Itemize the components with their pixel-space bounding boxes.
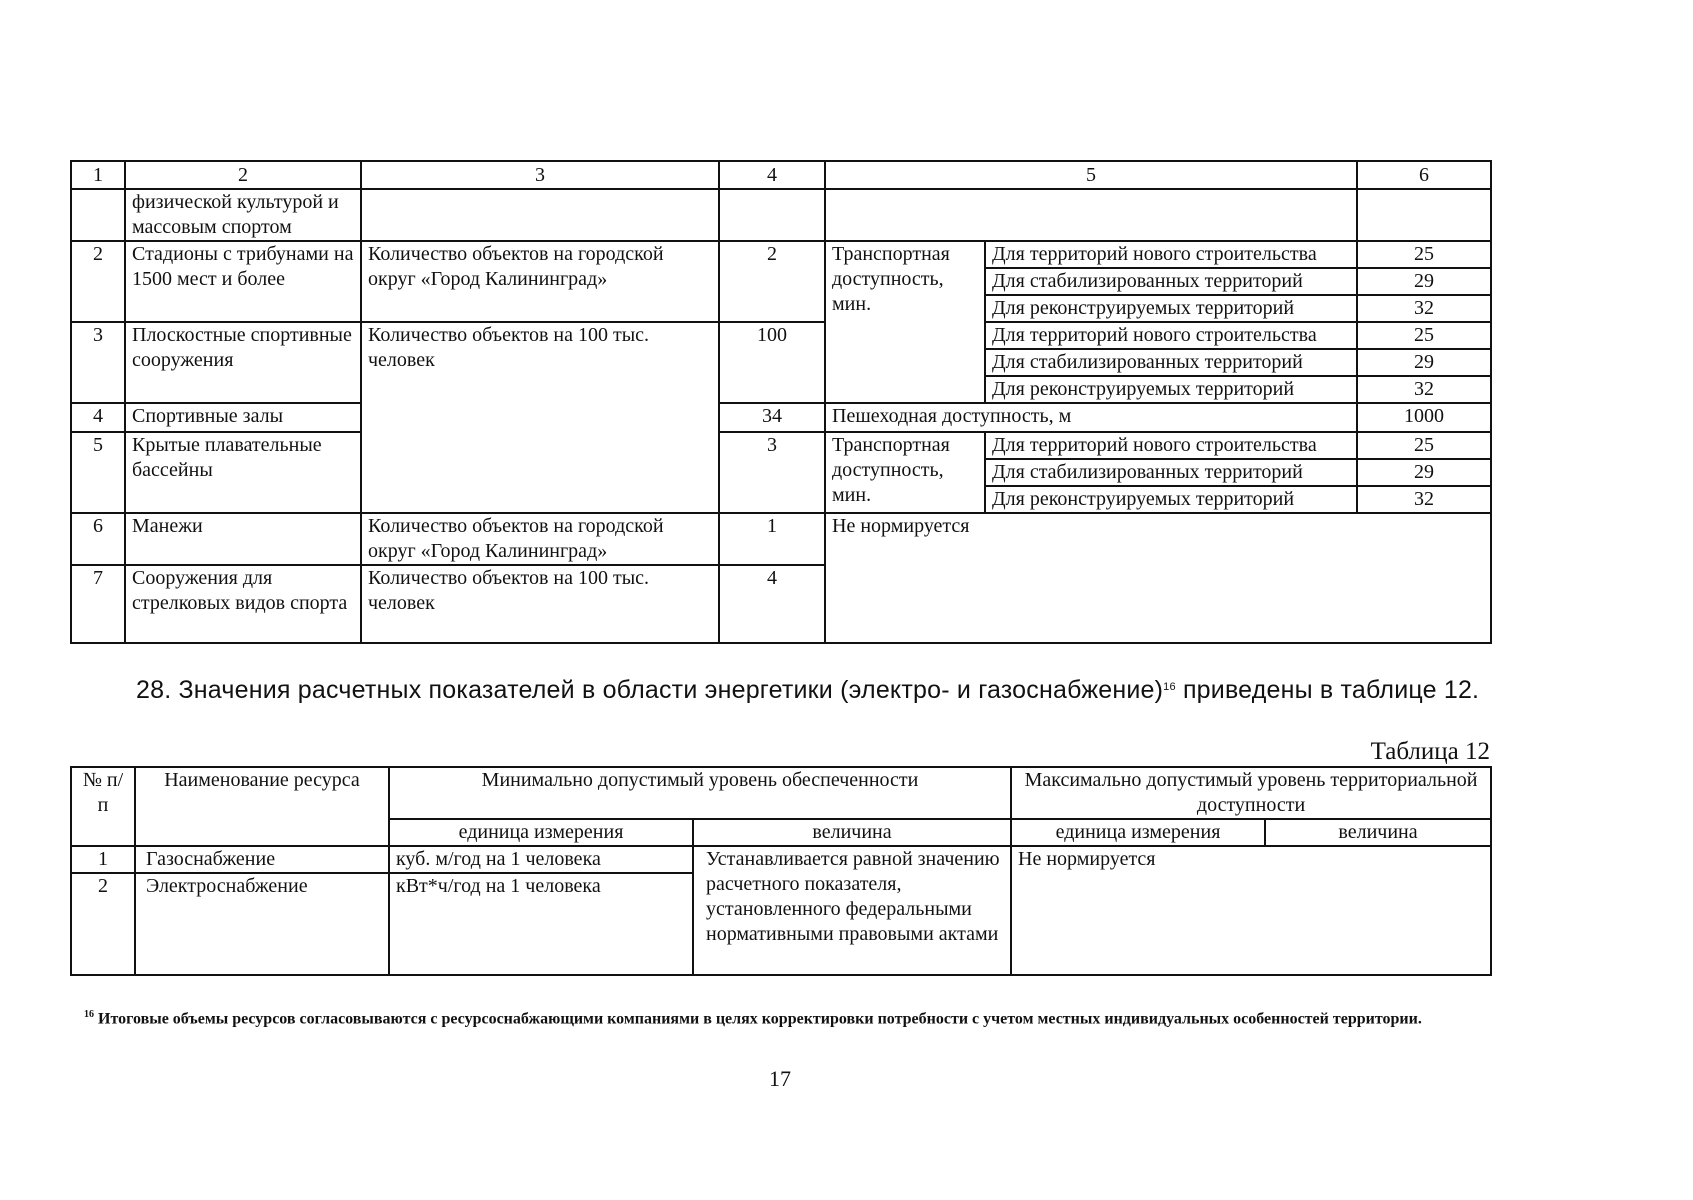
table-row: 2 Электроснабжение кВт*ч/год на 1 человека: [71, 873, 1491, 975]
pedestrian-access-value: 1000: [1357, 403, 1491, 432]
header-row: [71, 767, 1491, 819]
col-number-4: 4: [719, 161, 825, 189]
col-number-3: 3: [361, 161, 719, 189]
column-number-row: [71, 161, 1491, 189]
indicator: Количество объектов на городской округ «Город Калининград»: [361, 513, 719, 565]
page-number: 17: [769, 1066, 791, 1091]
table-row: 2 Стадионы с трибунами на 1500 мест и более Количество объектов на городской округ «Город Калининград» 2 Транспортная доступность, мин. Для территорий нового строительства 25: [71, 241, 1491, 268]
norm-value: 3: [719, 432, 825, 513]
unit: кВт*ч/год на 1 человека: [389, 873, 693, 975]
footnote: [84, 1004, 1488, 1029]
table-caption: Таблица 12: [1370, 738, 1490, 765]
sports-facilities-table: 1 2 3 4 5 6 физической культурой и массовым спортом 2 Стадионы с трибунами на 1500 мест и более Количество объектов на городской округ «Город Калининград» 2 Транспортная доступность, мин. Для территорий нового строительства 25 Для стабилизированных территорий 29 Для реконструируемых территорий 32 3 Плоскостные спортивные сооружения Количество объектов на 100 тыс. человек 100 Для территорий нового строительства 25 Для стабилизированных территорий 29 Для реконструируемых территорий 32 4 Спортивные залы 34 Пешеходная доступность, м 1000 5 Крытые плавательные бассейны 3 Транспортная доступность, мин. Для территорий нового строительства 25 Для стабилизированных территорий 29 Для реконструируемых территорий 32 6 Манежи Количество объектов на городской округ «Город Калининград» 1 Не нормируется 7 Сооружения для стрелковых видов спорта Количество объектов на 100 тыс. человек 4: [70, 160, 1492, 644]
header-unit: единица измерения: [1011, 819, 1265, 846]
paragraph-28: 28. Значения расчетных показателей в области энергетики (электро- и газоснабжение)$^{16}$ приведены в таблице 12.: [136, 676, 1480, 704]
norm-value: 4: [719, 565, 825, 643]
header-value: величина: [1265, 819, 1491, 846]
norm-value: 1: [719, 513, 825, 565]
header-unit: единица измерения: [389, 819, 693, 846]
not-normed: Не нормируется: [825, 513, 1491, 643]
header-number: № п/п: [71, 767, 135, 846]
header-value: величина: [693, 819, 1011, 846]
max-value: Не нормируется: [1011, 846, 1491, 975]
table-row: 1 Газоснабжение куб. м/год на 1 человека Устанавливается равной значению расчетного показателя, установленного федеральными нормативными правовыми актами Не нормируется: [71, 846, 1491, 873]
header-max-level: Максимально допустимый уровень территориальной доступности: [1011, 767, 1491, 819]
facility-name: Стадионы с трибунами на 1500 мест и более: [125, 241, 361, 322]
table-row: 5 Крытые плавательные бассейны 3 Транспортная доступность, мин. Для территорий нового строительства 25: [71, 432, 1491, 459]
continuation-row: [71, 189, 1491, 241]
energy-table: [70, 766, 1492, 976]
header-resource: Наименование ресурса: [135, 767, 389, 846]
facility-name: Крытые плавательные бассейны: [125, 432, 361, 513]
norm-value: 2: [719, 241, 825, 322]
resource-name: Электроснабжение: [135, 873, 389, 975]
footnote-text: Итоговые объемы ресурсов согласовываются с ресурсоснабжающими компаниями в целях корректировки потребности с учетом местных индивидуальных особенностей территории.: [94, 1010, 1422, 1028]
facility-name: Манежи: [125, 513, 361, 565]
header-min-level: Минимально допустимый уровень обеспеченности: [389, 767, 1011, 819]
col-number-2: 2: [125, 161, 361, 189]
indicator: Количество объектов на 100 тыс. человек: [361, 565, 719, 643]
norm-value: 34: [719, 403, 825, 432]
facility-name: Спортивные залы: [125, 403, 361, 432]
table-row: 4 Спортивные залы 34 Пешеходная доступность, м 1000: [71, 403, 1491, 432]
col-number-1: 1: [71, 161, 125, 189]
resource-name: Газоснабжение: [135, 846, 389, 873]
min-value: Устанавливается равной значению расчетного показателя, установленного федеральными нормативными правовыми актами: [693, 846, 1011, 975]
table-row: 3 Плоскостные спортивные сооружения Количество объектов на 100 тыс. человек 100 Для территорий нового строительства 25: [71, 322, 1491, 349]
indicator: Количество объектов на городской округ «Город Калининград»: [361, 241, 719, 322]
footnote-reference: 16: [1163, 681, 1176, 693]
transport-access-label: Транспортная доступность, мин.: [825, 432, 985, 513]
norm-value: 100: [719, 322, 825, 403]
facility-name: Плоскостные спортивные сооружения: [125, 322, 361, 403]
table-row: 7 Сооружения для стрелковых видов спорта Количество объектов на 100 тыс. человек 4: [71, 565, 1491, 643]
unit: куб. м/год на 1 человека: [389, 846, 693, 873]
col-number-5: 5: [825, 161, 1357, 189]
transport-access-label: Транспортная доступность, мин.: [825, 241, 985, 403]
table-row: 6 Манежи Количество объектов на городской округ «Город Калининград» 1 Не нормируется: [71, 513, 1491, 565]
pedestrian-access-label: Пешеходная доступность, м: [825, 403, 1357, 432]
continuation-name: физической культурой и массовым спортом: [125, 189, 361, 241]
footnote-mark: 16: [84, 1009, 94, 1020]
indicator: Количество объектов на 100 тыс. человек: [361, 322, 719, 513]
col-number-6: 6: [1357, 161, 1491, 189]
facility-name: Сооружения для стрелковых видов спорта: [125, 565, 361, 643]
